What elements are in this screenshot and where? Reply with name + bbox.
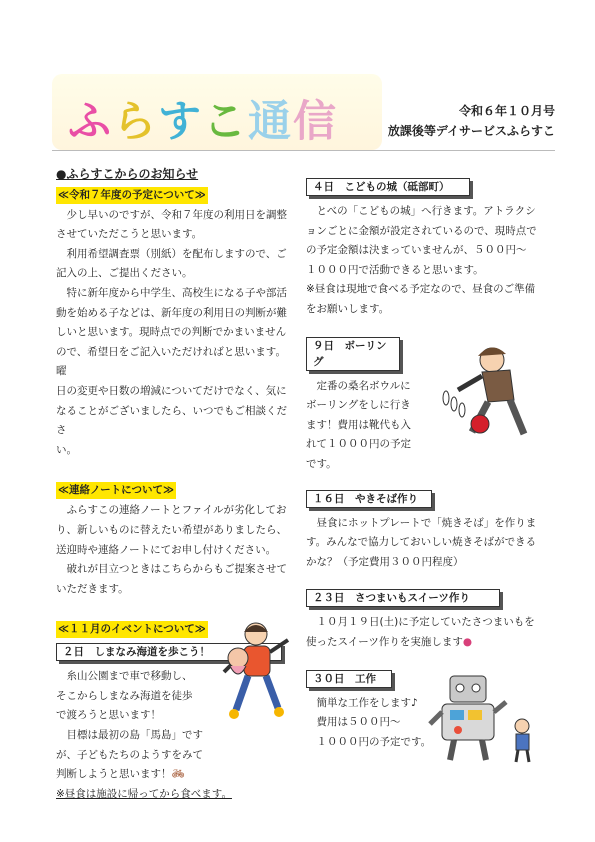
event-30-line: 費用は５００円～ [306, 716, 401, 729]
event-9-heading: ９日 ボーリング [306, 337, 400, 371]
events-section-title: ≪１１月のイベントについて≫ [56, 621, 208, 638]
plan-line: い。 [56, 443, 77, 456]
event-30-line: 簡単な工作をします♪ [306, 696, 418, 709]
sweet-potato-icon: ● [462, 635, 473, 648]
newsletter-header [52, 74, 555, 151]
plan-line: させていただこうと思います。 [56, 228, 203, 241]
event-9-line: 定番の桑名ボウルに [306, 379, 411, 392]
event-16-line: かな？（予定費用３００円程度） [306, 555, 464, 568]
event-4-heading: ４日 こどもの城（砥部町） [306, 178, 470, 196]
plan-line: なることがございましたら、いつでもご相談くださ [56, 404, 287, 437]
event-4-line: ※昼食は現地で食べる予定なので、昼食のご準備 [306, 283, 536, 296]
event-23-heading: ２３日 さつまいもスイーツ作り [306, 589, 500, 607]
note-line: 破れが目立つときはこちらからもご提案させて [56, 563, 287, 576]
event-16-line: す。みんなで協力しておいしい焼きそばができる [306, 536, 537, 549]
event-2-note: ※昼食は施設に帰ってから食べます。 [56, 787, 232, 800]
event-9-line: れて１０００円の予定 [306, 438, 411, 451]
event-2-line: そこからしまなみ海道を徒歩 [56, 689, 193, 702]
note-line: 送迎時や連絡ノートにてお申し付けください。 [56, 543, 277, 556]
plan-line: 少し早いのですが、令和７年度の利用日を調整 [56, 208, 287, 221]
event-23 [306, 586, 544, 652]
note-section-title: ≪連絡ノートについて≫ [56, 482, 176, 499]
event-16-heading: １６日 やきそば作り [306, 490, 432, 508]
event-2-line: で渡ろうと思います！ [56, 709, 161, 722]
bicycle-icon: 🚲︎ [171, 768, 185, 781]
note-line: いただきます。 [56, 582, 129, 595]
event-2-line: 判断しようと思います！🚲︎ [56, 768, 185, 781]
plan-line: 日の変更や日数の増減についてだけでなく、気に [56, 384, 287, 397]
event-2-heading: ２日 しまなみ海道を歩こう！ [56, 643, 282, 661]
event-23-line: １０月１９日(土)に予定していたさつまいもを [306, 616, 535, 629]
plan-line: 動を始める子などは、新年度の利用日の判断が難 [56, 306, 287, 319]
note-body [56, 501, 288, 599]
walking-kids-illustration [216, 620, 294, 736]
newsletter-title: ふらすこ通信 [68, 97, 338, 147]
event-2-line: 目標は最初の島「馬島」です [56, 729, 203, 742]
plan-line: 記入の上、ご提出ください。 [56, 267, 193, 280]
plan-line: しいと思います。現時点での判断でかまいません [56, 326, 287, 339]
title-banner [52, 74, 382, 150]
plan-line: 利用希望調査票（別紙）を配布しますので、ご [56, 247, 287, 260]
plan-section-title: ≪令和７年度の予定について≫ [56, 187, 208, 204]
event-9-line: ます！費用は靴代も入 [306, 418, 411, 431]
event-2-line: 糸山公園まで車で移動し、 [56, 670, 193, 683]
event-9-line: ボーリングをしに行き [306, 399, 411, 412]
notice-heading: ●ふらすこからのお知らせ [56, 167, 199, 181]
event-23-line: 使ったスイーツ作りを実施します● [306, 635, 473, 648]
event-9-line: です。 [306, 457, 337, 470]
event-4 [306, 175, 544, 320]
event-2-line: が、子どもたちのようすをみて [56, 748, 203, 761]
event-4-line: の予定金額は決まっていませんが、５００円～ [306, 244, 527, 257]
event-4-line: ョンごとに金額が設定されているので、現時点で [306, 224, 537, 237]
event-30-heading: ３０日 工作 [306, 670, 392, 688]
event-4-line: とべの「こどもの城」へ行きます。アトラクシ [306, 205, 536, 217]
plan-line: ので、希望日をご記入いただければと思います。曜 [56, 345, 286, 378]
plan-line: 特に新年度から中学生、高校生になる子や部活 [56, 286, 287, 299]
event-30-line: １０００円の予定です。 [306, 735, 432, 748]
event-4-line: １０００円で活動できると思います。 [306, 263, 484, 276]
note-line: り、新しいものに替えたい希望がありましたら、 [56, 523, 287, 536]
event-16-line: 昼食にホットプレートで「焼きそば」を作りま [306, 516, 537, 529]
note-line: ふらすこの連絡ノートとファイルが劣化してお [56, 504, 287, 517]
event-16 [306, 487, 544, 573]
plan-body [56, 206, 288, 461]
event-4-line: をお願いします。 [306, 302, 390, 315]
robot-craft-illustration [428, 662, 540, 766]
issue-date: 令和６年１０月号 [458, 104, 555, 118]
organization-name: 放課後等デイサービスふらすこ [387, 124, 555, 138]
bowling-illustration [432, 340, 542, 440]
